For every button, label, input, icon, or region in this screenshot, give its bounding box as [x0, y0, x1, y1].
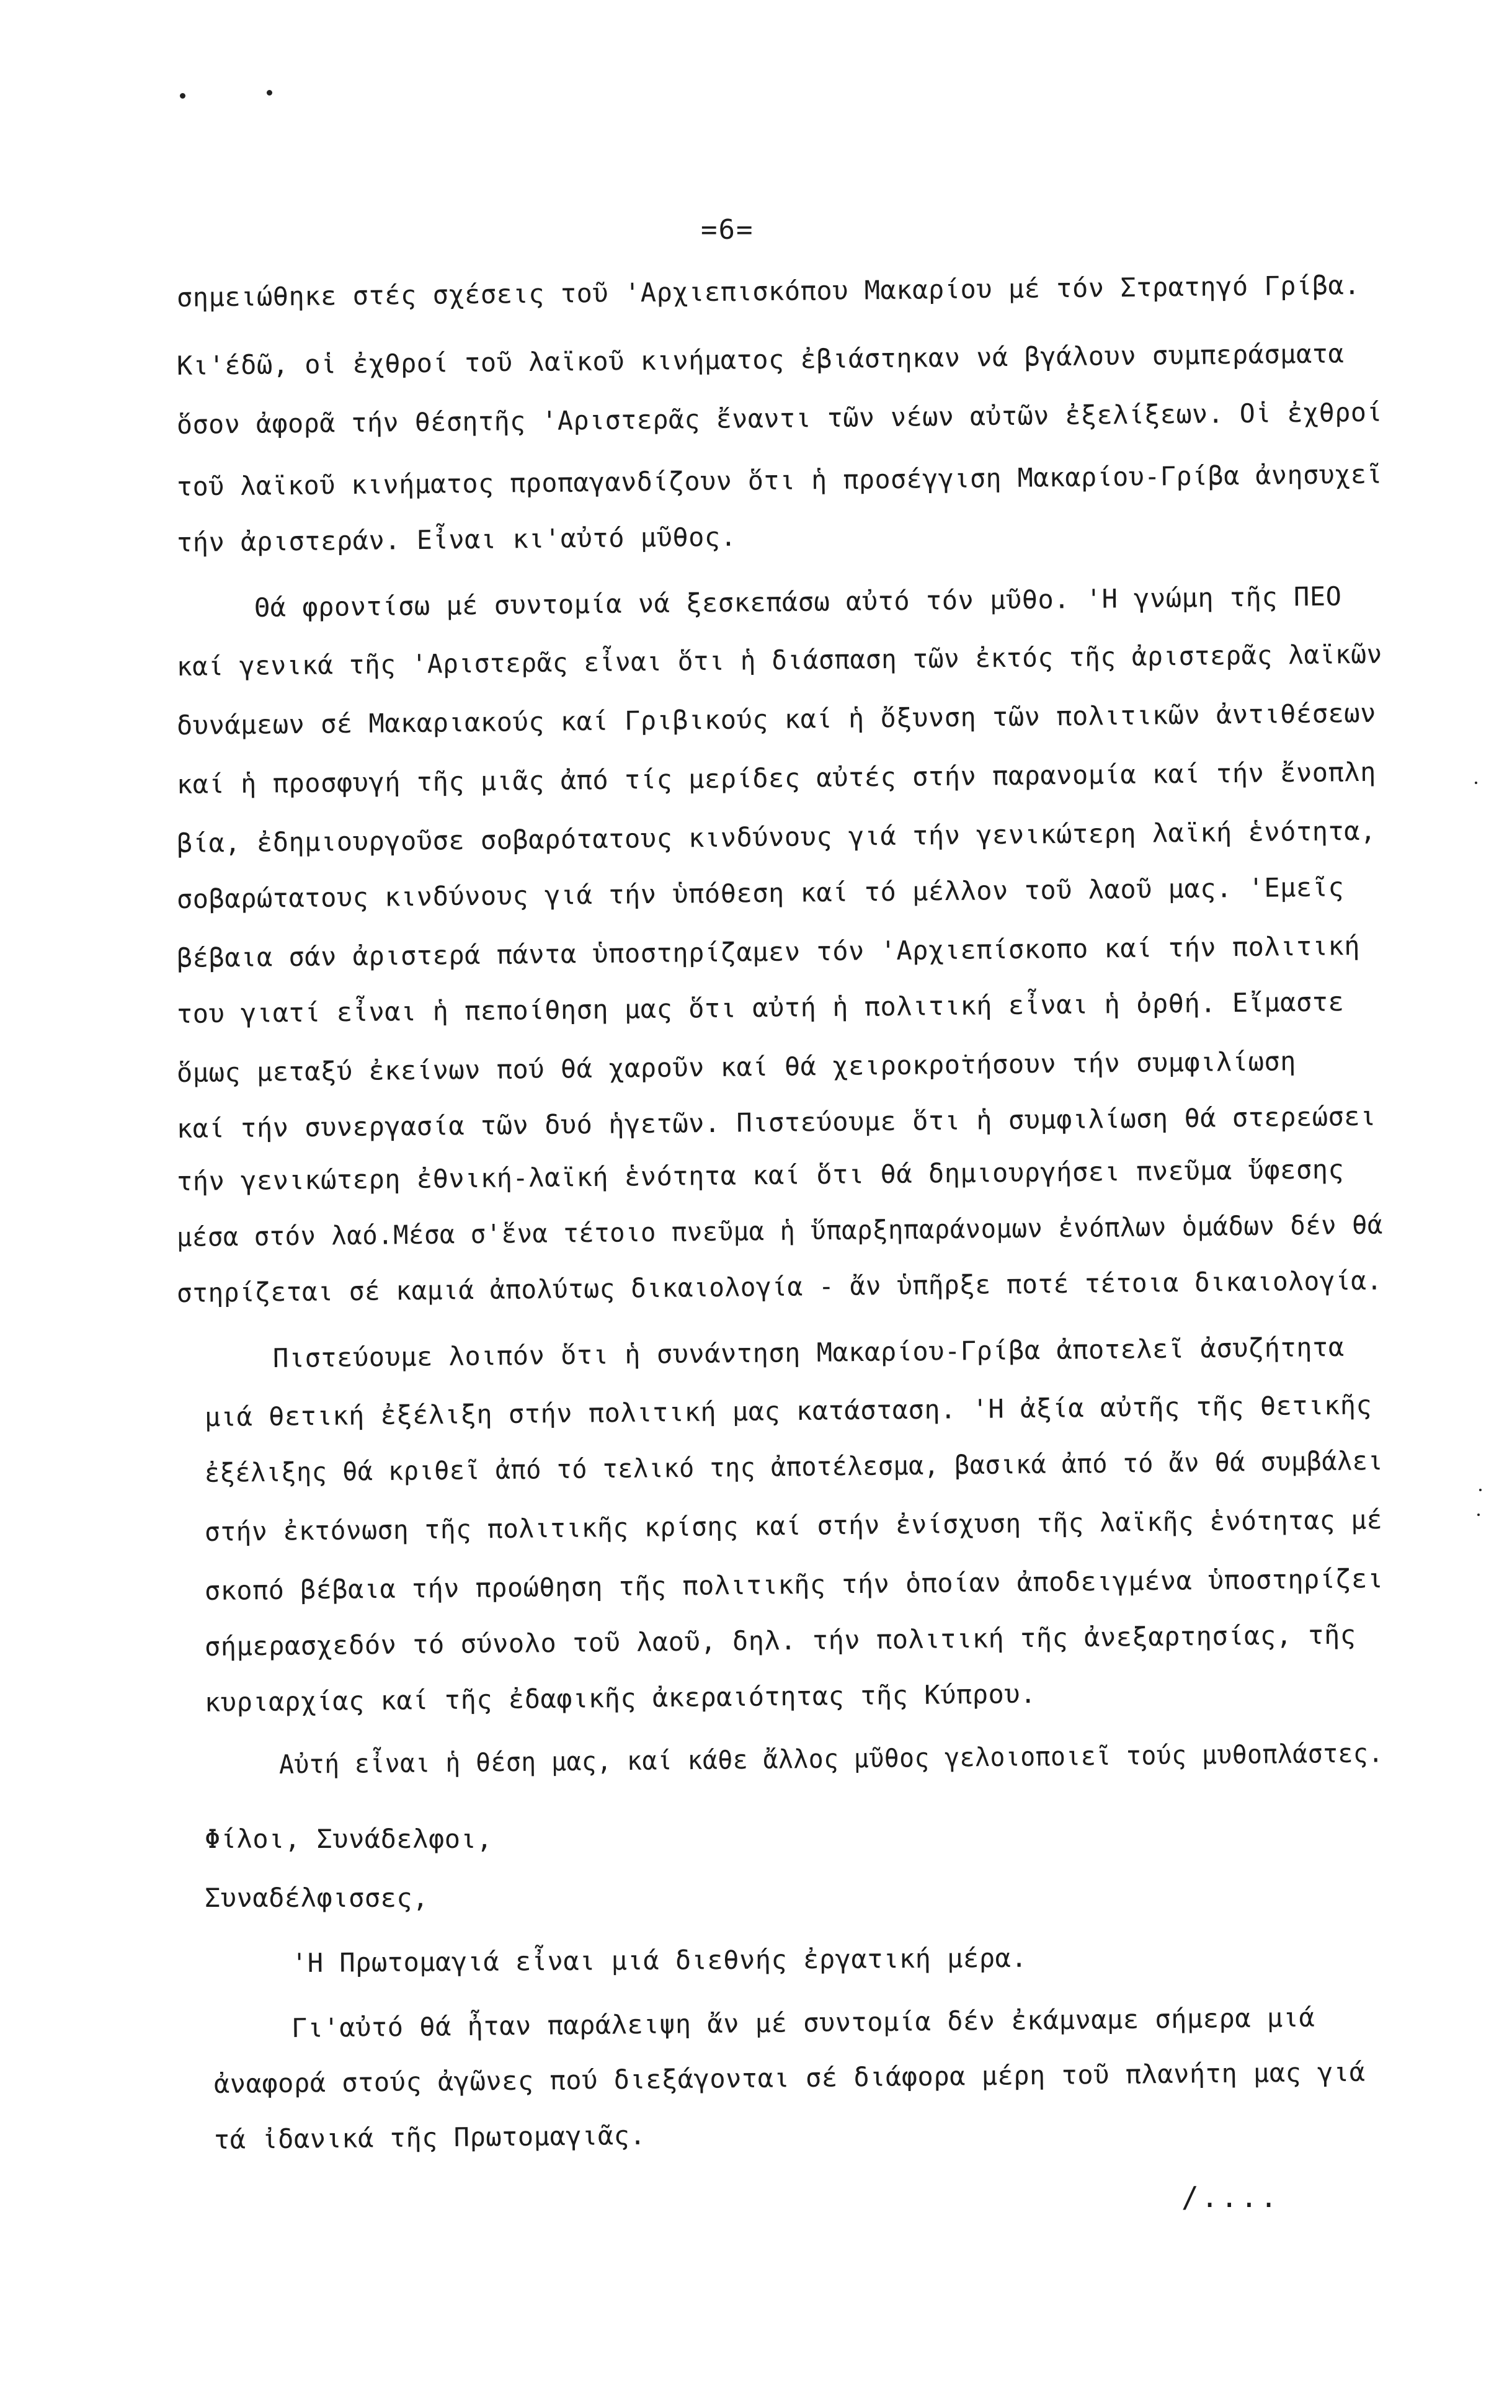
text-line: σκοπό βέβαια τήν προώθηση τῆς πολιτικῆς τήν ὁποίαν ἀποδειγμένα ὑποστηρίζει [204, 1563, 1384, 1606]
text-line: Γι'αὐτό θά ἦταν παράλειψη ἄν μέ συντομία δέν ἐκάμναμε σήμερα μιά [291, 2002, 1315, 2043]
scan-speck [1475, 782, 1477, 784]
text-line: καί τήν συνεργασία τῶν δυό ἡγετῶν. Πιστεύουμε ὅτι ἡ συμφιλίωση θά στερεώσει [176, 1100, 1377, 1144]
text-line: δυνάμεων σέ Μακαριακούς καί Γριβικούς καί ἡ ὄξυνση τῶν πολιτικῶν ἀντιθέσεων [176, 697, 1377, 741]
text-line: μέσα στόν λαό.Μέσα σ'ἕνα τέτοιο πνεῦμα ἡ ὕπαρξηπαράνομων ἐνόπλων ὁμάδων δέν θά [176, 1209, 1384, 1252]
text-line: σημειώθηκε στές σχέσεις τοῦ 'Αρχιεπισκόπου Μακαρίου μέ τόν Στρατηγό Γρίβα. [176, 270, 1361, 313]
text-line: ὅμως μεταξύ ἐκείνων πού θά χαροῦν καί θά χειροκροτήσουν τήν συμφιλίωση [176, 1046, 1297, 1088]
text-line: Πιστεύουμε λοιπόν ὅτι ἡ συνάντηση Μακαρίου-Γρίβα ἀποτελεῖ ἀσυζήτητα [272, 1331, 1345, 1373]
text-line: βία, ἐδημιουργοῦσε σοβαρότατους κινδύνους γιά τήν γενικώτερη λαϊκή ἑνότητα, [176, 815, 1377, 858]
text-line: του γιατί εἶναι ἡ πεποίθηση μας ὅτι αὐτή ἡ πολιτική εἶναι ἡ ὀρθή. Εἴμαστε [176, 986, 1345, 1029]
page-number: =6= [701, 214, 754, 246]
text-line: τοῦ λαϊκοῦ κινήματος προπαγανδίζουν ὅτι ἡ προσέγγιση Μακαρίου-Γρίβα ἀνησυχεῖ [176, 458, 1383, 502]
scan-speck [180, 93, 185, 99]
scan-speck [267, 90, 272, 96]
text-line: καί γενικά τῆς 'Αριστερᾶς εἶναι ὅτι ἡ διάσπαση τῶν ἐκτός τῆς ἀριστερᾶς λαϊκῶν [176, 638, 1382, 682]
text-line: τήν ἀριστεράν. Εἶναι κι'αὐτό μῦθος. [176, 521, 737, 558]
scan-speck [1479, 1489, 1482, 1491]
text-line: καί ἡ προσφυγή τῆς μιᾶς ἀπό τίς μερίδες αὐτές στήν παρανομία καί τήν ἔνοπλη [176, 756, 1377, 800]
text-line: Συναδέλφισσες, [205, 1883, 429, 1913]
text-line: Θά φροντίσω μέ συντομία νά ξεσκεπάσω αὐτό τόν μῦθο. 'Η γνώμη τῆς ΠΕΟ [254, 581, 1342, 623]
scan-speck [1477, 1514, 1480, 1516]
text-line: τά ἰδανικά τῆς Πρωτομαγιᾶς. [213, 2120, 646, 2155]
text-line: σοβαρώτατους κινδύνους γιά τήν ὑπόθεση καί τό μέλλον τοῦ λαοῦ μας. 'Εμεῖς [176, 872, 1345, 914]
text-line: μιά θετική ἐξέλιξη στήν πολιτική μας κατάσταση. 'Η ἀξία αὐτῆς τῆς θετικῆς [204, 1389, 1372, 1432]
text-line: τήν γενικώτερη ἐθνική-λαϊκή ἑνότητα καί ὅτι θά δημιουργήσει πνεῦμα ὕφεσης [176, 1154, 1345, 1197]
text-line: βέβαια σάν ἀριστερά πάντα ὑποστηρίζαμεν τόν 'Αρχιεπίσκοπο καί τήν πολιτική [176, 930, 1361, 973]
text-line: στήν ἐκτόνωση τῆς πολιτικῆς κρίσης καί στήν ἐνίσχυση τῆς λαϊκῆς ἑνότητας μέ [204, 1504, 1383, 1547]
text-line: σήμερασχεδόν τό σύνολο τοῦ λαοῦ, δηλ. τήν πολιτική τῆς ἀνεξαρτησίας, τῆς [204, 1619, 1356, 1662]
text-line: 'Η Πρωτομαγιά εἶναι μιά διεθνής ἐργατική μέρα. [291, 1942, 1028, 1978]
continuation-mark: /.... [1181, 2180, 1280, 2214]
text-line: Φίλοι, Συνάδελφοι, [205, 1824, 493, 1854]
text-line: στηρίζεται σέ καμιά ἀπολύτως δικαιολογία - ἄν ὑπῆρξε ποτέ τέτοια δικαιολογία. [176, 1265, 1382, 1308]
text-line: κυριαρχίας καί τῆς ἐδαφικῆς ἀκεραιότητας τῆς Κύπρου. [204, 1678, 1037, 1718]
text-line: Κι'έδῶ, οἱ ἐχθροί τοῦ λαϊκοῦ κινήματος ἐβιάστηκαν νά βγάλουν συμπεράσματα [176, 338, 1345, 381]
text-line: Αὐτή εἶναι ἡ θέση μας, καί κάθε ἄλλος μῦθος γελοιοποιεῖ τούς μυθοπλάστες. [278, 1737, 1384, 1780]
text-line: ὅσον ἀφορᾶ τήν θέσητῆς 'Αριστερᾶς ἔναντι τῶν νέων αὐτῶν ἐξελίξεων. Οἱ ἐχθροί [176, 396, 1383, 440]
text-line: ἐξέλιξης θά κριθεῖ ἀπό τό τελικό της ἀποτέλεσμα, βασικά ἀπό τό ἄν θά συμβάλει [204, 1445, 1384, 1488]
text-line: ἀναφορά στούς ἀγῶνες πού διεξάγονται σέ διάφορα μέρη τοῦ πλανήτη μας γιά [213, 2056, 1366, 2099]
